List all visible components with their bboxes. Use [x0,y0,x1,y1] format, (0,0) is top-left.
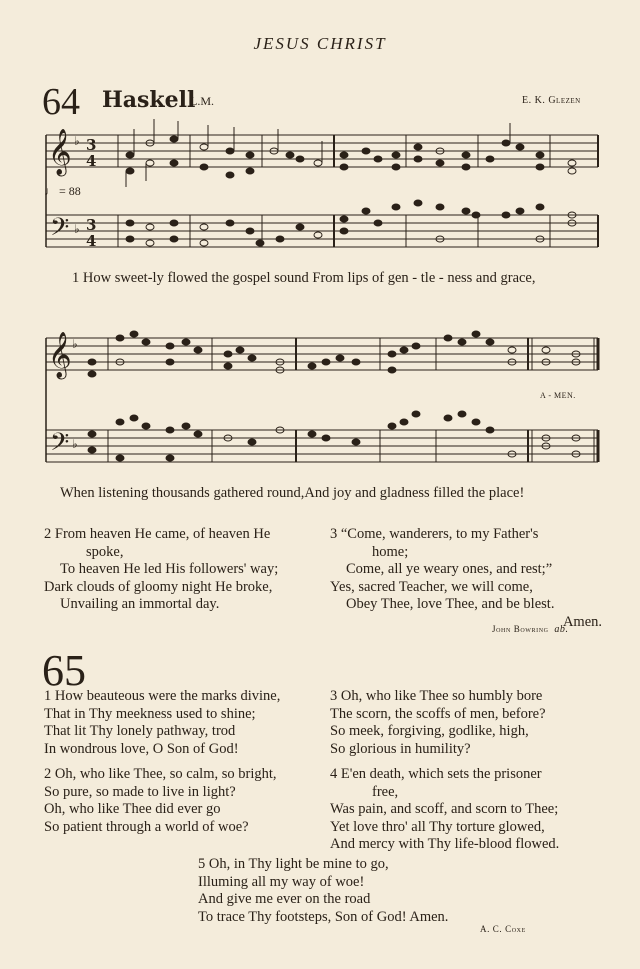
author-coxe: A. C. Coxe [480,924,526,934]
meter: L.M. [190,94,214,108]
svg-text:4: 4 [86,232,97,250]
svg-text:3: 3 [86,216,97,234]
hymn65-verse-3: 3 Oh, who like Thee so humbly bore The scorn, the scoffs of men, before? So meek, forgiving, godlike, high, So glorious in humility? [330,688,546,757]
hymn65-verse-1: 1 How beauteous were the marks divine, That in Thy meekness used to shine; That lit Thy lonely pathway, trod In wondrous love, O Son of God! [44,688,281,757]
hymn-number-65: 65 [42,646,86,695]
music-system-1 [0,115,640,265]
hymn65-verse-4: 4 E'en death, which sets the prisoner free, Was pain, and scoff, and scorn to Thee; Yet love thro' all Thy torture glowed, And mercy with Thy life-blood flowed. [330,766,560,852]
svg-text:𝄞: 𝄞 [48,129,72,175]
hymn64-verse-2: 2 From heaven He came, of heaven He spoke, To heaven He led His followers' way; Dark clouds of gloomy night He broke, Unvailing an immortal day. [44,526,279,612]
tempo-mark: ♩ = 88 [44,184,81,198]
lyric-line-1: 1 How sweet-ly flowed the gospel sound From lips of gen - tle - ness and grace, [72,270,536,286]
running-head: JESUS CHRIST [253,34,387,53]
hymn65-verse-2: 2 Oh, who like Thee, so calm, so bright, So pure, so made to live in light? Oh, who like Thee did ever go So patient through a world of woe? [44,766,277,835]
svg-text:♭: ♭ [72,437,78,451]
svg-text:𝄢: 𝄢 [50,213,70,248]
svg-text:♭: ♭ [72,337,78,351]
svg-text:𝄞: 𝄞 [48,332,72,378]
svg-text:4: 4 [86,152,97,170]
svg-text:♭: ♭ [74,222,80,236]
svg-text:3: 3 [86,136,97,154]
amen-label: A - MEN. [540,391,576,400]
hymn-number-64: 64 [42,81,80,123]
hymn64-verse-3: 3 “Come, wanderers, to my Father's home; Come, all ye weary ones, and rest;” Yes, sacred Teacher, we will come, Obey Thee, love Thee, and be blest. Amen. [330,526,602,630]
lyric-line-2: When listening thousands gathered round,And joy and gladness filled the place! [60,485,525,501]
hymn65-verse-5: 5 Oh, in Thy light be mine to go, Illuming all my way of woe! And give me ever on the road To trace Thy footsteps, Son of God! Amen. [198,856,449,925]
composer: E. K. Glezen [522,95,581,106]
tune-name: Haskell [102,87,196,113]
svg-text:𝄢: 𝄢 [50,428,70,463]
svg-text:♭: ♭ [74,134,80,148]
author-bowring: John Bowring ab. [492,624,569,635]
